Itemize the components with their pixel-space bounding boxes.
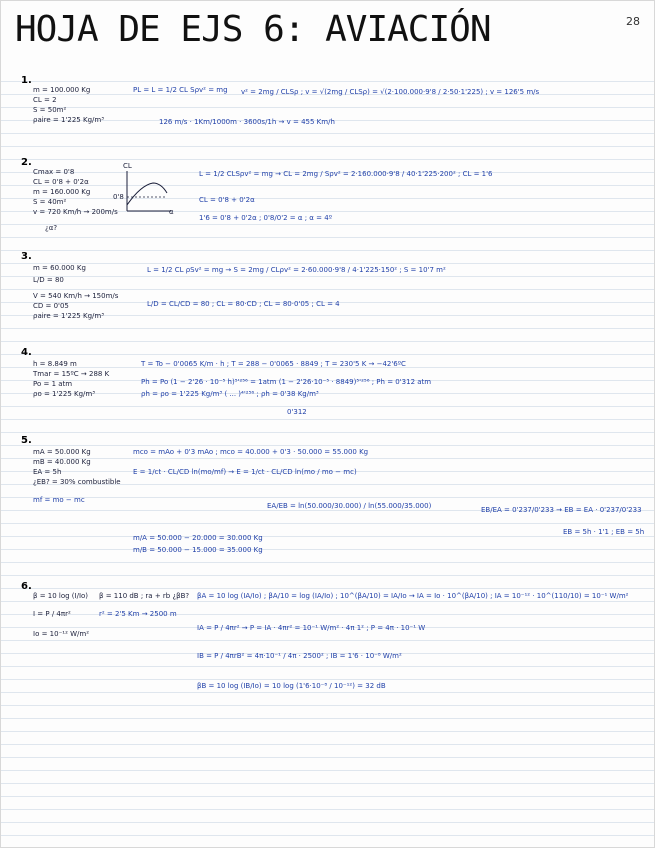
data-line: S = 40m² <box>33 198 67 206</box>
exercise-number: 6. <box>21 581 32 592</box>
data-line: Po = 1 atm <box>33 380 73 388</box>
data-line: CL = 2 <box>33 96 57 104</box>
data-line: mA = 50.000 Kg <box>33 448 91 456</box>
work-line: E = 1/ct · CL/CD ln(mo/mf) → E = 1/ct · CL/CD ln(mo / mo − mc) <box>133 468 357 476</box>
data-line: ¿EB? = 30% combustible <box>33 478 121 486</box>
work-line: ρh = ρo = 1'225 Kg/m³ ( ... )⁴'²⁵⁶ ; ρh = 0'38 Kg/m³ <box>141 390 319 398</box>
work-line: IA = P / 4πr² → P = IA · 4πr² = 10⁻¹ W/m² · 4π 1² ; P = 4π · 10⁻¹ W <box>197 624 426 632</box>
data-line: Tmar = 15ºC → 288 K <box>33 370 110 378</box>
result-line: 126 m/s · 1Km/1000m · 3600s/1h → v = 455 Km/h <box>159 118 335 126</box>
lift-curve-graph <box>117 167 175 217</box>
work-line: L = 1/2 CLSρv² = mg → CL = 2mg / Sρv² = 2·160.000·9'8 / 40·1'225·200² ; CL = 1'6 <box>199 170 493 178</box>
data-line: S = 50m² <box>33 106 67 114</box>
work-line: PL = L = 1/2 CL Sρv² = mg <box>133 86 228 94</box>
data-line: β = 10 log (I/Io) <box>33 592 89 600</box>
work-line: IB = P / 4πrB² = 4π·10⁻¹ / 4π · 2500² ; IB = 1'6 · 10⁻⁸ W/m² <box>197 652 402 660</box>
exercise-number: 3. <box>21 251 32 262</box>
question-line: ¿α? <box>45 224 58 232</box>
data-line: I = P / 4πr² <box>33 610 71 618</box>
work-line: CL = 0'8 + 0'2α <box>199 196 255 204</box>
work-line: βA = 10 log (IA/Io) ; βA/10 = log (IA/Io) ; 10^(βA/10) = IA/Io → IA = Io · 10^(βA/10) ; IA = 10⁻¹² · 10^(110/10) = 10⁻¹ W/m² <box>197 592 629 600</box>
data-line: mB = 40.000 Kg <box>33 458 91 466</box>
work-line: T = To − 0'0065 K/m · h ; T = 288 − 0'0065 · 8849 ; T = 230'5 K → −42'6ºC <box>141 360 406 368</box>
data-line: EA = 5h <box>33 468 62 476</box>
work-line: EB/EA = 0'237/0'233 → EB = EA · 0'237/0'233 <box>481 506 642 514</box>
page-number: 28 <box>626 15 640 28</box>
result-line: EB = 5h · 1'1 ; EB = 5h <box>563 528 645 536</box>
data-line: ρaire = 1'225 Kg/m³ <box>33 312 105 320</box>
exercise-number: 1. <box>21 75 32 86</box>
work-line: EA/EB = ln(50.000/30.000) / ln(55.000/35.000) <box>267 502 432 510</box>
result-line: 1'6 = 0'8 + 0'2α ; 0'8/0'2 = α ; α = 4º <box>199 214 332 222</box>
data-line: v = 720 Km/h → 200m/s <box>33 208 118 216</box>
data-line: m = 100.000 Kg <box>33 86 91 94</box>
data-line: V = 540 Km/h → 150m/s <box>33 292 119 300</box>
data-line: CD = 0'05 <box>33 302 69 310</box>
exercise-number: 2. <box>21 157 32 168</box>
exercise-number: 4. <box>21 347 32 358</box>
data-line: Cmax = 0'8 <box>33 168 75 176</box>
work-line: mco = mAo + 0'3 mAo ; mco = 40.000 + 0'3 · 50.000 = 55.000 Kg <box>133 448 369 456</box>
lift-curve <box>127 183 167 205</box>
data-line: mf = mo − mc <box>33 496 85 504</box>
brace-annotation: 0'312 <box>287 408 307 416</box>
work-line: β = 110 dB ; ra + rb ¿βB? <box>99 592 190 600</box>
work-line: m/A = 50.000 − 20.000 = 30.000 Kg <box>133 534 263 542</box>
data-line: ρo = 1'225 Kg/m³ <box>33 390 96 398</box>
data-line: Io = 10⁻¹² W/m² <box>33 630 90 638</box>
work-line: L/D = CL/CD = 80 ; CL = 80·CD ; CL = 80·0'05 ; CL = 4 <box>147 300 340 308</box>
result-line: βB = 10 log (IB/Io) = 10 log (1'6·10⁻⁸ / 10⁻¹²) = 32 dB <box>197 682 386 690</box>
work-line: v² = 2mg / CLSρ ; v = √(2mg / CLSρ) = √(2·100.000·9'8 / 2·50·1'225) ; v = 126'5 m/s <box>241 88 540 96</box>
work-line: L = 1/2 CL ρSv² = mg → S = 2mg / CLρv² = 2·60.000·9'8 / 4·1'225·150² ; S = 10'7 m² <box>147 266 446 274</box>
graph-y-tick: 0'8 <box>113 193 124 201</box>
data-line: CL = 0'8 + 0'2α <box>33 178 89 186</box>
graph-x-label: α <box>169 208 174 216</box>
data-line: L/D = 80 <box>33 276 64 284</box>
work-line: m/B = 50.000 − 15.000 = 35.000 Kg <box>133 546 263 554</box>
work-line: r² = 2'5 Km → 2500 m <box>99 610 177 618</box>
exercise-number: 5. <box>21 435 32 446</box>
data-line: m = 160.000 Kg <box>33 188 91 196</box>
data-line: ρaire = 1'225 Kg/m³ <box>33 116 105 124</box>
page-title: HOJA DE EJS 6: AVIACIÓN <box>15 9 491 50</box>
data-line: h = 8.849 m <box>33 360 77 368</box>
work-line: Ph = Po (1 − 2'26 · 10⁻⁵ h)⁵'²⁵⁶ = 1atm (1 − 2'26·10⁻⁵ · 8849)⁵'²⁵⁶ ; Ph = 0'312 atm <box>141 378 432 386</box>
data-line: m = 60.000 Kg <box>33 264 86 272</box>
graph-y-label: CL <box>123 162 132 170</box>
